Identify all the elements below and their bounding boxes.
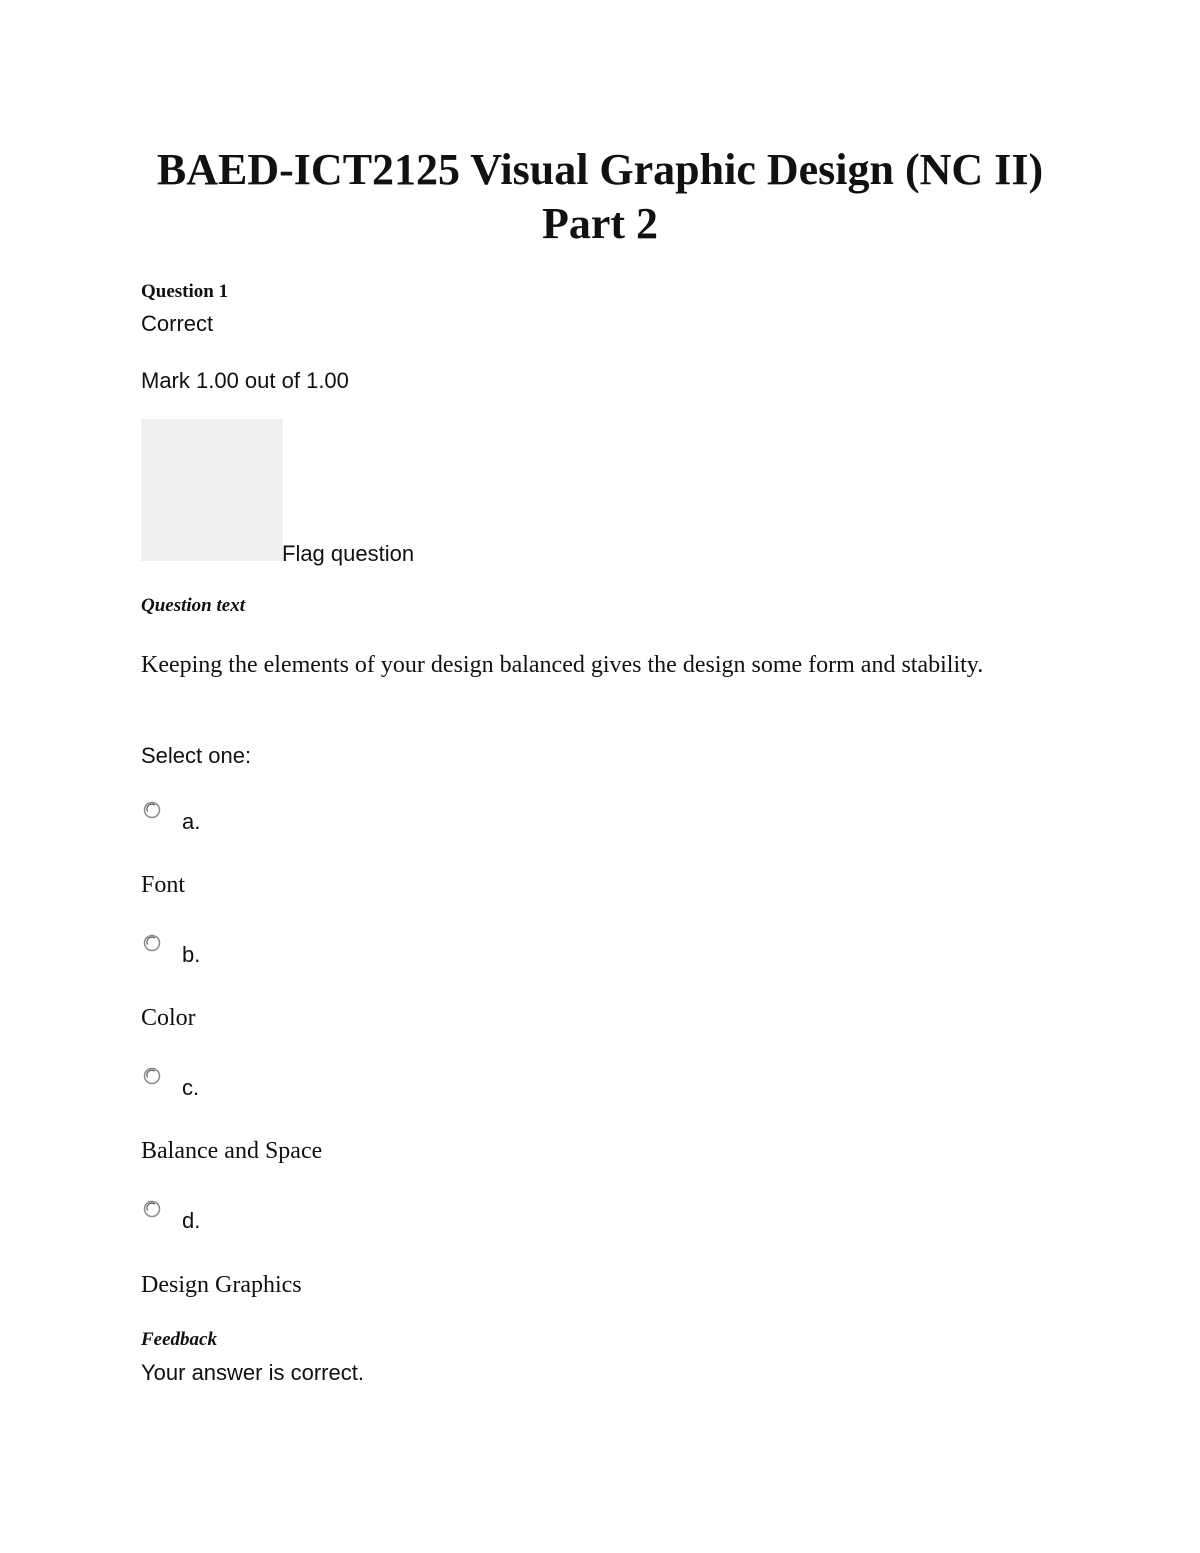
radio-button-icon[interactable] [143, 801, 161, 819]
question-mark: Mark 1.00 out of 1.00 [141, 368, 349, 393]
feedback-heading: Feedback [141, 1329, 217, 1350]
document-title: BAED-ICT2125 Visual Graphic Design (NC II) Part 2 [156, 145, 1044, 248]
feedback-text: Your answer is correct. [141, 1360, 364, 1385]
flag-question-icon[interactable] [141, 419, 283, 561]
option-b-letter: b. [182, 942, 201, 967]
question-text-heading: Question text [141, 595, 245, 616]
option-b-text: Color [141, 1005, 196, 1031]
select-one-prompt: Select one: [141, 743, 252, 768]
option-a-letter: a. [182, 809, 201, 834]
option-c-text: Balance and Space [141, 1138, 323, 1164]
question-status: Correct [141, 311, 214, 336]
option-d-letter: d. [182, 1208, 201, 1233]
question-text: Keeping the elements of your design balanced gives the design some form and stability. [141, 652, 984, 678]
option-c-letter: c. [182, 1075, 200, 1100]
radio-button-icon[interactable] [143, 934, 161, 952]
option-d-text: Design Graphics [141, 1272, 302, 1298]
flag-question-label[interactable]: Flag question [282, 541, 415, 566]
option-a-text: Font [141, 872, 186, 898]
radio-button-icon[interactable] [143, 1200, 161, 1218]
radio-button-icon[interactable] [143, 1067, 161, 1085]
question-number: Question 1 [141, 281, 229, 302]
